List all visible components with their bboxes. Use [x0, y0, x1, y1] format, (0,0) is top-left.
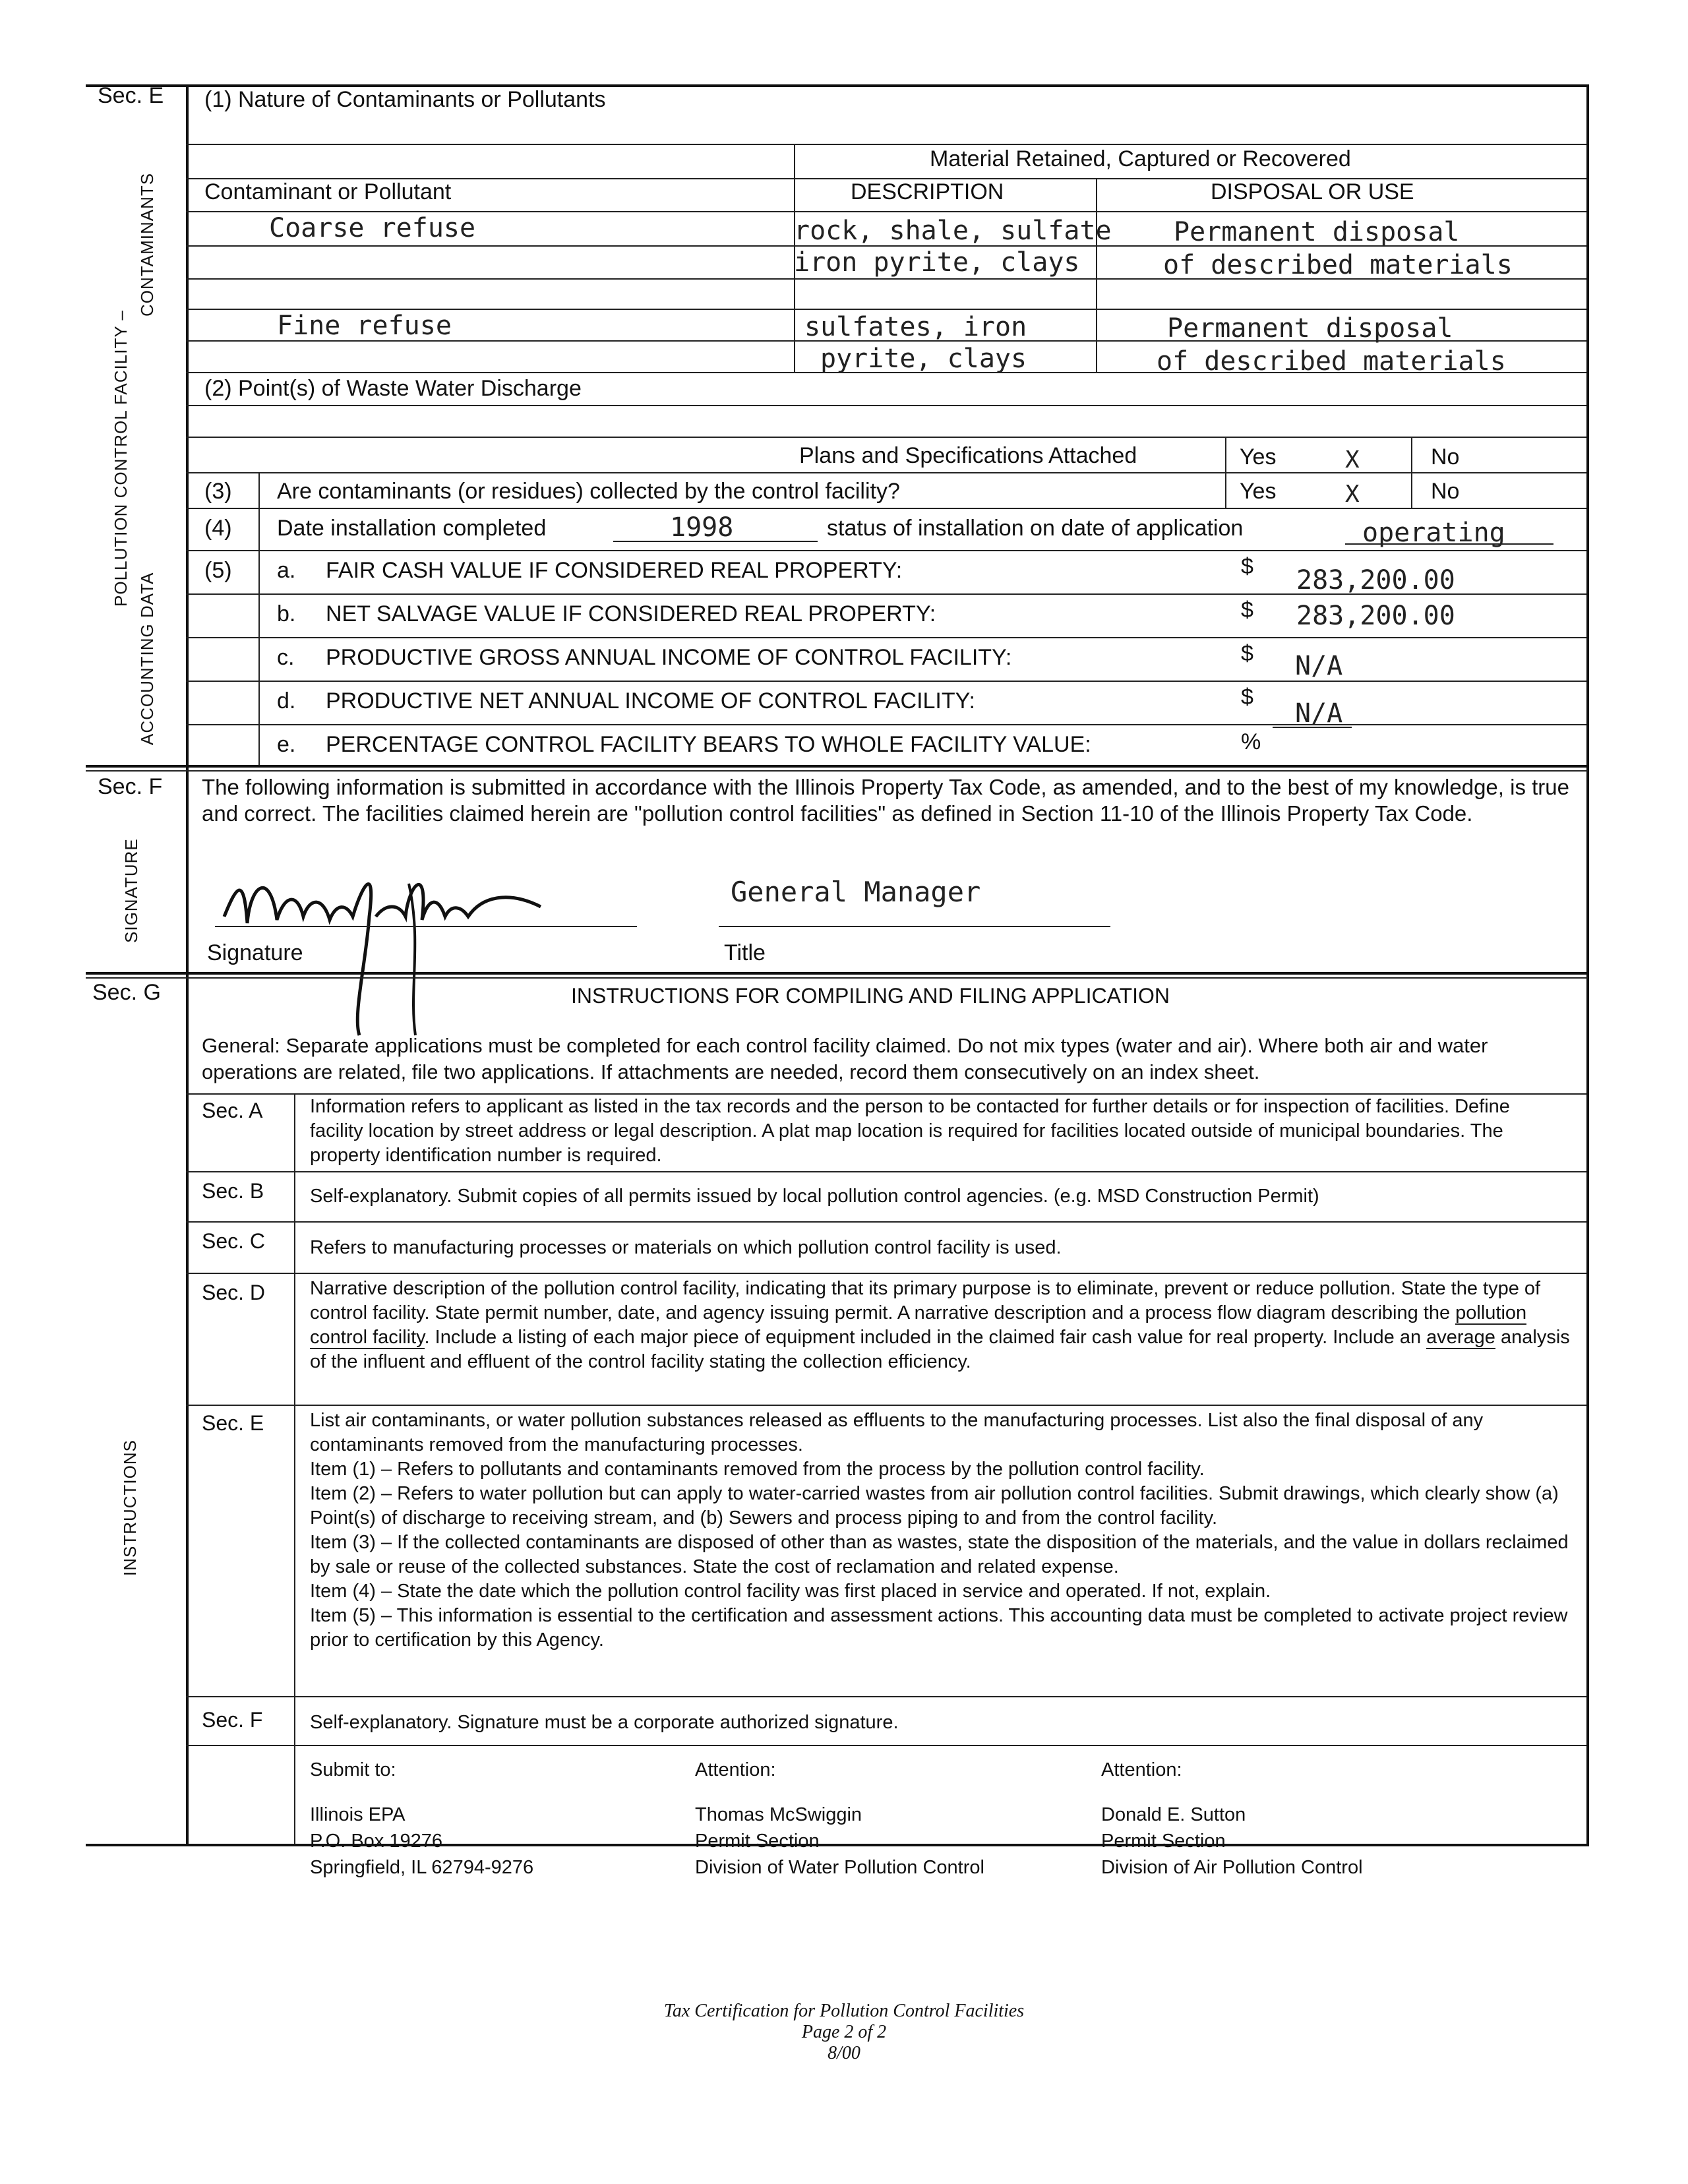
plans-label: Plans and Specifications Attached — [799, 443, 1137, 468]
item5-num: (5) — [204, 558, 232, 583]
rule — [294, 1093, 295, 1844]
frame-right — [1586, 84, 1589, 1846]
submit-line: P.O. Box 19276 — [310, 1831, 443, 1852]
title-label: Title — [724, 940, 766, 965]
instr-sec-f-label: Sec. F — [202, 1708, 263, 1732]
item3-yes: Yes — [1240, 479, 1277, 504]
rule — [186, 309, 1586, 310]
instructions-heading: INSTRUCTIONS FOR COMPILING AND FILING APPLICATION — [571, 984, 1170, 1008]
row1-contaminant: Coarse refuse — [269, 213, 476, 243]
row1-desc1: rock, shale, sulfate — [794, 216, 1112, 246]
instr-sec-c-label: Sec. C — [202, 1229, 266, 1253]
acct-e-text: PERCENTAGE CONTROL FACILITY BEARS TO WHOLE FACILITY VALUE: — [326, 732, 1091, 757]
acct-c-letter: c. — [277, 645, 295, 670]
title-value[interactable]: General Manager — [731, 876, 981, 908]
plans-no: No — [1431, 444, 1460, 470]
item3-text: Are contaminants (or residues) collected by the control facility? — [277, 479, 900, 504]
rule — [186, 1745, 1586, 1746]
instr-sec-d-text-a: Narrative description of the pollution control facility, indicating that its primary purpose is to eliminate, prevent or reduce pollution. State the type of control facility. State permit number, date, and agency issuing permit. A narrative description and a process flow diagram describing the — [310, 1278, 1541, 1323]
rule — [186, 144, 1586, 145]
frame-left — [186, 84, 189, 1846]
instr-sec-d-underline-2: average — [1426, 1327, 1495, 1348]
acct-d-value[interactable]: N/A — [1295, 698, 1343, 729]
attention-line: Division of Water Pollution Control — [695, 1857, 984, 1878]
general-instructions: General: Separate applications must be completed for each control facility claimed. Do not mix types (water and air). Where both air and water operations are related, file two applications. If attachments are needed, record them consecutively on an index sheet. — [202, 1034, 1488, 1083]
sec-f-side-label: SIGNATURE — [121, 838, 141, 943]
instr-sec-e-text — [310, 1409, 1576, 1653]
attention-water-block — [695, 1757, 1091, 1881]
item3-no: No — [1431, 479, 1460, 504]
item4-num: (4) — [204, 516, 232, 541]
acct-d-underline — [1273, 727, 1352, 728]
rule — [186, 1221, 1586, 1223]
rule — [186, 508, 1586, 509]
instr-sec-b-label: Sec. B — [202, 1179, 264, 1203]
acct-c-value[interactable]: N/A — [1295, 651, 1343, 681]
item4-status[interactable]: operating — [1362, 518, 1505, 548]
rule — [186, 211, 1586, 212]
instr-sec-e-line: Item (3) – If the collected contaminants are disposed of other than as wastes, state the disposition of the materials, and the value in dollars reclaimed by sale or reuse of the collected substances. State the cost of reclamation and related expense. — [310, 1532, 1569, 1577]
item3-yes-mark[interactable]: X — [1345, 481, 1360, 508]
submit-line: Springfield, IL 62794-9276 — [310, 1857, 534, 1878]
instr-sec-a-text: Information refers to applicant as listed in the tax records and the person to be contacted for further details or for inspection of facilities. Define facility location by street address or legal description. A plat map location is required for facilities located outside of municipal boundaries. The property identification number is required. — [310, 1096, 1510, 1166]
acct-c-text: PRODUCTIVE GROSS ANNUAL INCOME OF CONTROL FACILITY: — [326, 645, 1012, 670]
instr-sec-e-label: Sec. E — [202, 1411, 264, 1435]
acct-a-text: FAIR CASH VALUE IF CONSIDERED REAL PROPERTY: — [326, 558, 903, 583]
rule — [1225, 437, 1226, 508]
acct-e-symbol: % — [1241, 729, 1261, 754]
row1-disp2: of described materials — [1163, 250, 1513, 280]
sec-e-side-label-acc: ACCOUNTING DATA — [137, 572, 157, 745]
acct-b-symbol: $ — [1241, 597, 1253, 622]
sec-g-label: Sec. G — [92, 980, 161, 1005]
col-description: DESCRIPTION — [851, 179, 1004, 204]
plans-yes: Yes — [1240, 444, 1277, 470]
signature-line — [215, 926, 637, 927]
row2-disp2: of described materials — [1157, 346, 1506, 377]
sec-g-side-label: INSTRUCTIONS — [120, 1440, 140, 1576]
footer-date: 8/00 — [828, 2043, 860, 2063]
instr-sec-f-text: Self-explanatory. Signature must be a corporate authorized signature. — [310, 1712, 899, 1733]
page-footer — [547, 2001, 1141, 2064]
item4-date[interactable]: 1998 — [670, 512, 734, 543]
rule — [186, 472, 1586, 473]
attention-line: Permit Section — [1101, 1831, 1226, 1852]
rule — [186, 1273, 1586, 1274]
acct-a-value[interactable]: 283,200.00 — [1296, 565, 1455, 595]
submit-line: Illinois EPA — [310, 1804, 406, 1825]
attention-heading: Attention: — [1101, 1759, 1182, 1780]
instr-sec-c-text: Refers to manufacturing processes or materials on which pollution control facility is used. — [310, 1237, 1062, 1258]
rule — [1411, 437, 1412, 508]
rule — [186, 405, 1586, 406]
rule — [186, 550, 1586, 551]
item4-text-b: status of installation on date of application — [827, 516, 1244, 541]
rule — [186, 724, 1586, 725]
attention-line: Thomas McSwiggin — [695, 1804, 862, 1825]
sec-e-side-label-mid: CONTAMINANTS — [137, 172, 157, 317]
sec-f-label: Sec. F — [98, 774, 163, 799]
instr-sec-b-text: Self-explanatory. Submit copies of all permits issued by local pollution control agencies. (e.g. MSD Construction Permit) — [310, 1186, 1319, 1207]
rule — [186, 1696, 1586, 1697]
acct-e-letter: e. — [277, 732, 296, 757]
acct-b-letter: b. — [277, 601, 296, 626]
instr-sec-e-line: Item (1) – Refers to pollutants and contaminants removed from the process by the pollution control facility. — [310, 1459, 1205, 1480]
instr-sec-d-text-b: . Include a listing of each major piece of equipment included in the claimed fair cash value for real property. Include an — [424, 1327, 1427, 1348]
acct-d-symbol: $ — [1241, 684, 1253, 710]
signature-label: Signature — [207, 940, 303, 965]
item1-title: (1) Nature of Contaminants or Pollutants — [204, 87, 606, 112]
item2-title: (2) Point(s) of Waste Water Discharge — [204, 376, 582, 401]
attention-line: Permit Section — [695, 1831, 820, 1852]
acct-d-text: PRODUCTIVE NET ANNUAL INCOME OF CONTROL FACILITY: — [326, 688, 975, 713]
row1-desc2: iron pyrite, clays — [794, 247, 1080, 278]
instr-sec-e-line: Item (2) – Refers to water pollution but can apply to water-carried wastes from air pollution control facilities. Submit drawings, which clearly show (a) Point(s) of discharge to receiving stream, and (b) Sewers and process piping to and from the control facility. — [310, 1483, 1559, 1529]
instr-sec-e-line: Item (4) – State the date which the pollution control facility was first placed in service and operated. If not, explain. — [310, 1581, 1271, 1602]
submit-heading: Submit to: — [310, 1759, 396, 1780]
item4-text-a: Date installation completed — [277, 516, 547, 541]
title-line — [719, 926, 1110, 927]
rule — [186, 437, 1586, 438]
col-disposal: DISPOSAL OR USE — [1211, 179, 1414, 204]
instr-sec-e-line: List air contaminants, or water pollution substances released as effluents to the manufacturing processes. List also the final disposal of any contaminants removed from the manufacturing processes. — [310, 1410, 1484, 1455]
rule — [258, 472, 260, 765]
col-contaminant: Contaminant or Pollutant — [204, 179, 452, 204]
attention-line: Donald E. Sutton — [1101, 1804, 1246, 1825]
acct-b-text: NET SALVAGE VALUE IF CONSIDERED REAL PROPERTY: — [326, 601, 936, 626]
rule — [86, 765, 1588, 768]
rule — [86, 977, 1588, 979]
sec-e-label: Sec. E — [98, 83, 164, 108]
rule — [186, 1171, 1586, 1172]
plans-yes-mark[interactable]: X — [1345, 446, 1360, 473]
rule — [86, 770, 1588, 772]
instr-sec-d-label: Sec. D — [202, 1281, 266, 1304]
instr-sec-d-text-c: analysis of the influent and effluent of the control facility stating the collection efficiency. — [310, 1327, 1570, 1372]
acct-d-letter: d. — [277, 688, 296, 713]
attention-heading: Attention: — [695, 1759, 776, 1780]
instr-sec-d-underline-1: pollution control facility — [310, 1302, 1527, 1348]
acct-a-letter: a. — [277, 558, 296, 583]
acct-b-value[interactable]: 283,200.00 — [1296, 601, 1455, 631]
item3-num: (3) — [204, 479, 232, 504]
instr-sec-e-line: Item (5) – This information is essential to the certification and assessment actions. This accounting data must be completed to activate project review prior to certification by this Agency. — [310, 1605, 1568, 1651]
row2-contaminant: Fine refuse — [277, 311, 452, 341]
footer-page: Page 2 of 2 — [801, 2022, 887, 2042]
row2-desc1: sulfates, iron — [804, 312, 1027, 342]
acct-a-symbol: $ — [1241, 554, 1253, 579]
instr-sec-d-text — [310, 1277, 1576, 1374]
instr-sec-a-label: Sec. A — [202, 1099, 263, 1122]
attention-air-block — [1101, 1757, 1497, 1881]
rule — [1096, 178, 1097, 372]
material-header: Material Retained, Captured or Recovered — [930, 146, 1351, 171]
submit-block — [310, 1757, 679, 1881]
row2-desc2: pyrite, clays — [820, 344, 1027, 374]
row2-disp1: Permanent disposal — [1167, 313, 1453, 344]
rule — [186, 637, 1586, 638]
rule — [186, 681, 1586, 682]
rule — [186, 1405, 1586, 1406]
footer-title: Tax Certification for Pollution Control Facilities — [663, 2001, 1025, 2021]
acct-c-symbol: $ — [1241, 641, 1253, 666]
sec-e-side-label-top: POLLUTION CONTROL FACILITY – — [111, 310, 131, 607]
rule — [86, 972, 1588, 975]
sec-f-statement: The following information is submitted in accordance with the Illinois Property Tax Code, as amended, and to the best of my knowledge, is true and correct. The facilities claimed herein are "pollution control facilities" as defined in Section 11-10 of the Illinois Property Tax Code. — [202, 775, 1569, 826]
attention-line: Division of Air Pollution Control — [1101, 1857, 1363, 1878]
row1-disp1: Permanent disposal — [1174, 217, 1460, 247]
